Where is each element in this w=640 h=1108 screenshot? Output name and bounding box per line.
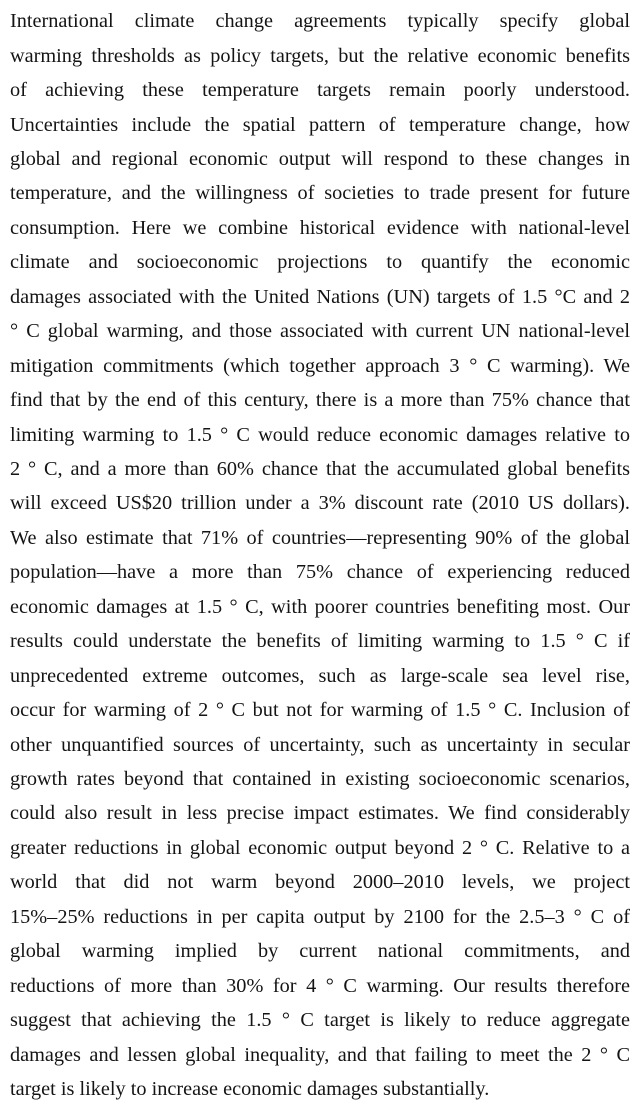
abstract-line: unprecedented extreme outcomes, such as large-scale sea level rise, bbox=[10, 665, 630, 687]
abstract-line: target is likely to increase economic damages substantially. bbox=[10, 1078, 490, 1100]
abstract-line: find that by the end of this century, there is a more than 75% chance that bbox=[10, 389, 630, 411]
abstract-line: mitigation commitments (which together approach 3 ° C warming). We bbox=[10, 355, 630, 377]
abstract-line: results could understate the benefits of limiting warming to 1.5 ° C if bbox=[10, 630, 630, 652]
abstract-line: warming thresholds as policy targets, but the relative economic benefits bbox=[10, 45, 630, 67]
abstract-line: reductions of more than 30% for 4 ° C warming. Our results therefore bbox=[10, 975, 630, 997]
abstract-line: ° C global warming, and those associated with current UN national-level bbox=[10, 320, 630, 342]
abstract-line: global warming implied by current national commitments, and bbox=[10, 940, 630, 962]
abstract-line: economic damages at 1.5 ° C, with poorer countries benefiting most. Our bbox=[10, 596, 630, 618]
abstract-line: International climate change agreements typically specify global bbox=[10, 10, 630, 32]
abstract-line: population—have a more than 75% chance of experiencing reduced bbox=[10, 561, 630, 583]
abstract-line: growth rates beyond that contained in existing socioeconomic scenarios, bbox=[10, 768, 630, 790]
abstract-line: could also result in less precise impact estimates. We find considerably bbox=[10, 802, 630, 824]
abstract-line: damages associated with the United Nations (UN) targets of 1.5 °C and 2 bbox=[10, 286, 630, 308]
abstract-line: greater reductions in global economic output beyond 2 ° C. Relative to a bbox=[10, 837, 630, 859]
abstract-line: temperature, and the willingness of societies to trade present for future bbox=[10, 182, 630, 204]
abstract-line: suggest that achieving the 1.5 ° C target is likely to reduce aggregate bbox=[10, 1009, 630, 1031]
abstract-line: 2 ° C, and a more than 60% chance that the accumulated global benefits bbox=[10, 458, 630, 480]
abstract-line: world that did not warm beyond 2000–2010 levels, we project bbox=[10, 871, 630, 893]
abstract-line: We also estimate that 71% of countries—representing 90% of the global bbox=[10, 527, 630, 549]
abstract-line: Uncertainties include the spatial pattern of temperature change, how bbox=[10, 114, 630, 136]
abstract-line: damages and lessen global inequality, and that failing to meet the 2 ° C bbox=[10, 1044, 630, 1066]
abstract-line: limiting warming to 1.5 ° C would reduce economic damages relative to bbox=[10, 424, 630, 446]
abstract-line: other unquantified sources of uncertainty, such as uncertainty in secular bbox=[10, 734, 630, 756]
abstract-line: global and regional economic output will respond to these changes in bbox=[10, 148, 630, 170]
abstract-line: will exceed US$20 trillion under a 3% discount rate (2010 US dollars). bbox=[10, 492, 630, 514]
abstract-line: climate and socioeconomic projections to quantify the economic bbox=[10, 251, 630, 273]
abstract-line: 15%–25% reductions in per capita output by 2100 for the 2.5–3 ° C of bbox=[10, 906, 630, 928]
abstract-line: of achieving these temperature targets remain poorly understood. bbox=[10, 79, 630, 101]
abstract-line: occur for warming of 2 ° C but not for warming of 1.5 ° C. Inclusion of bbox=[10, 699, 630, 721]
abstract-line: consumption. Here we combine historical evidence with national-level bbox=[10, 217, 630, 239]
